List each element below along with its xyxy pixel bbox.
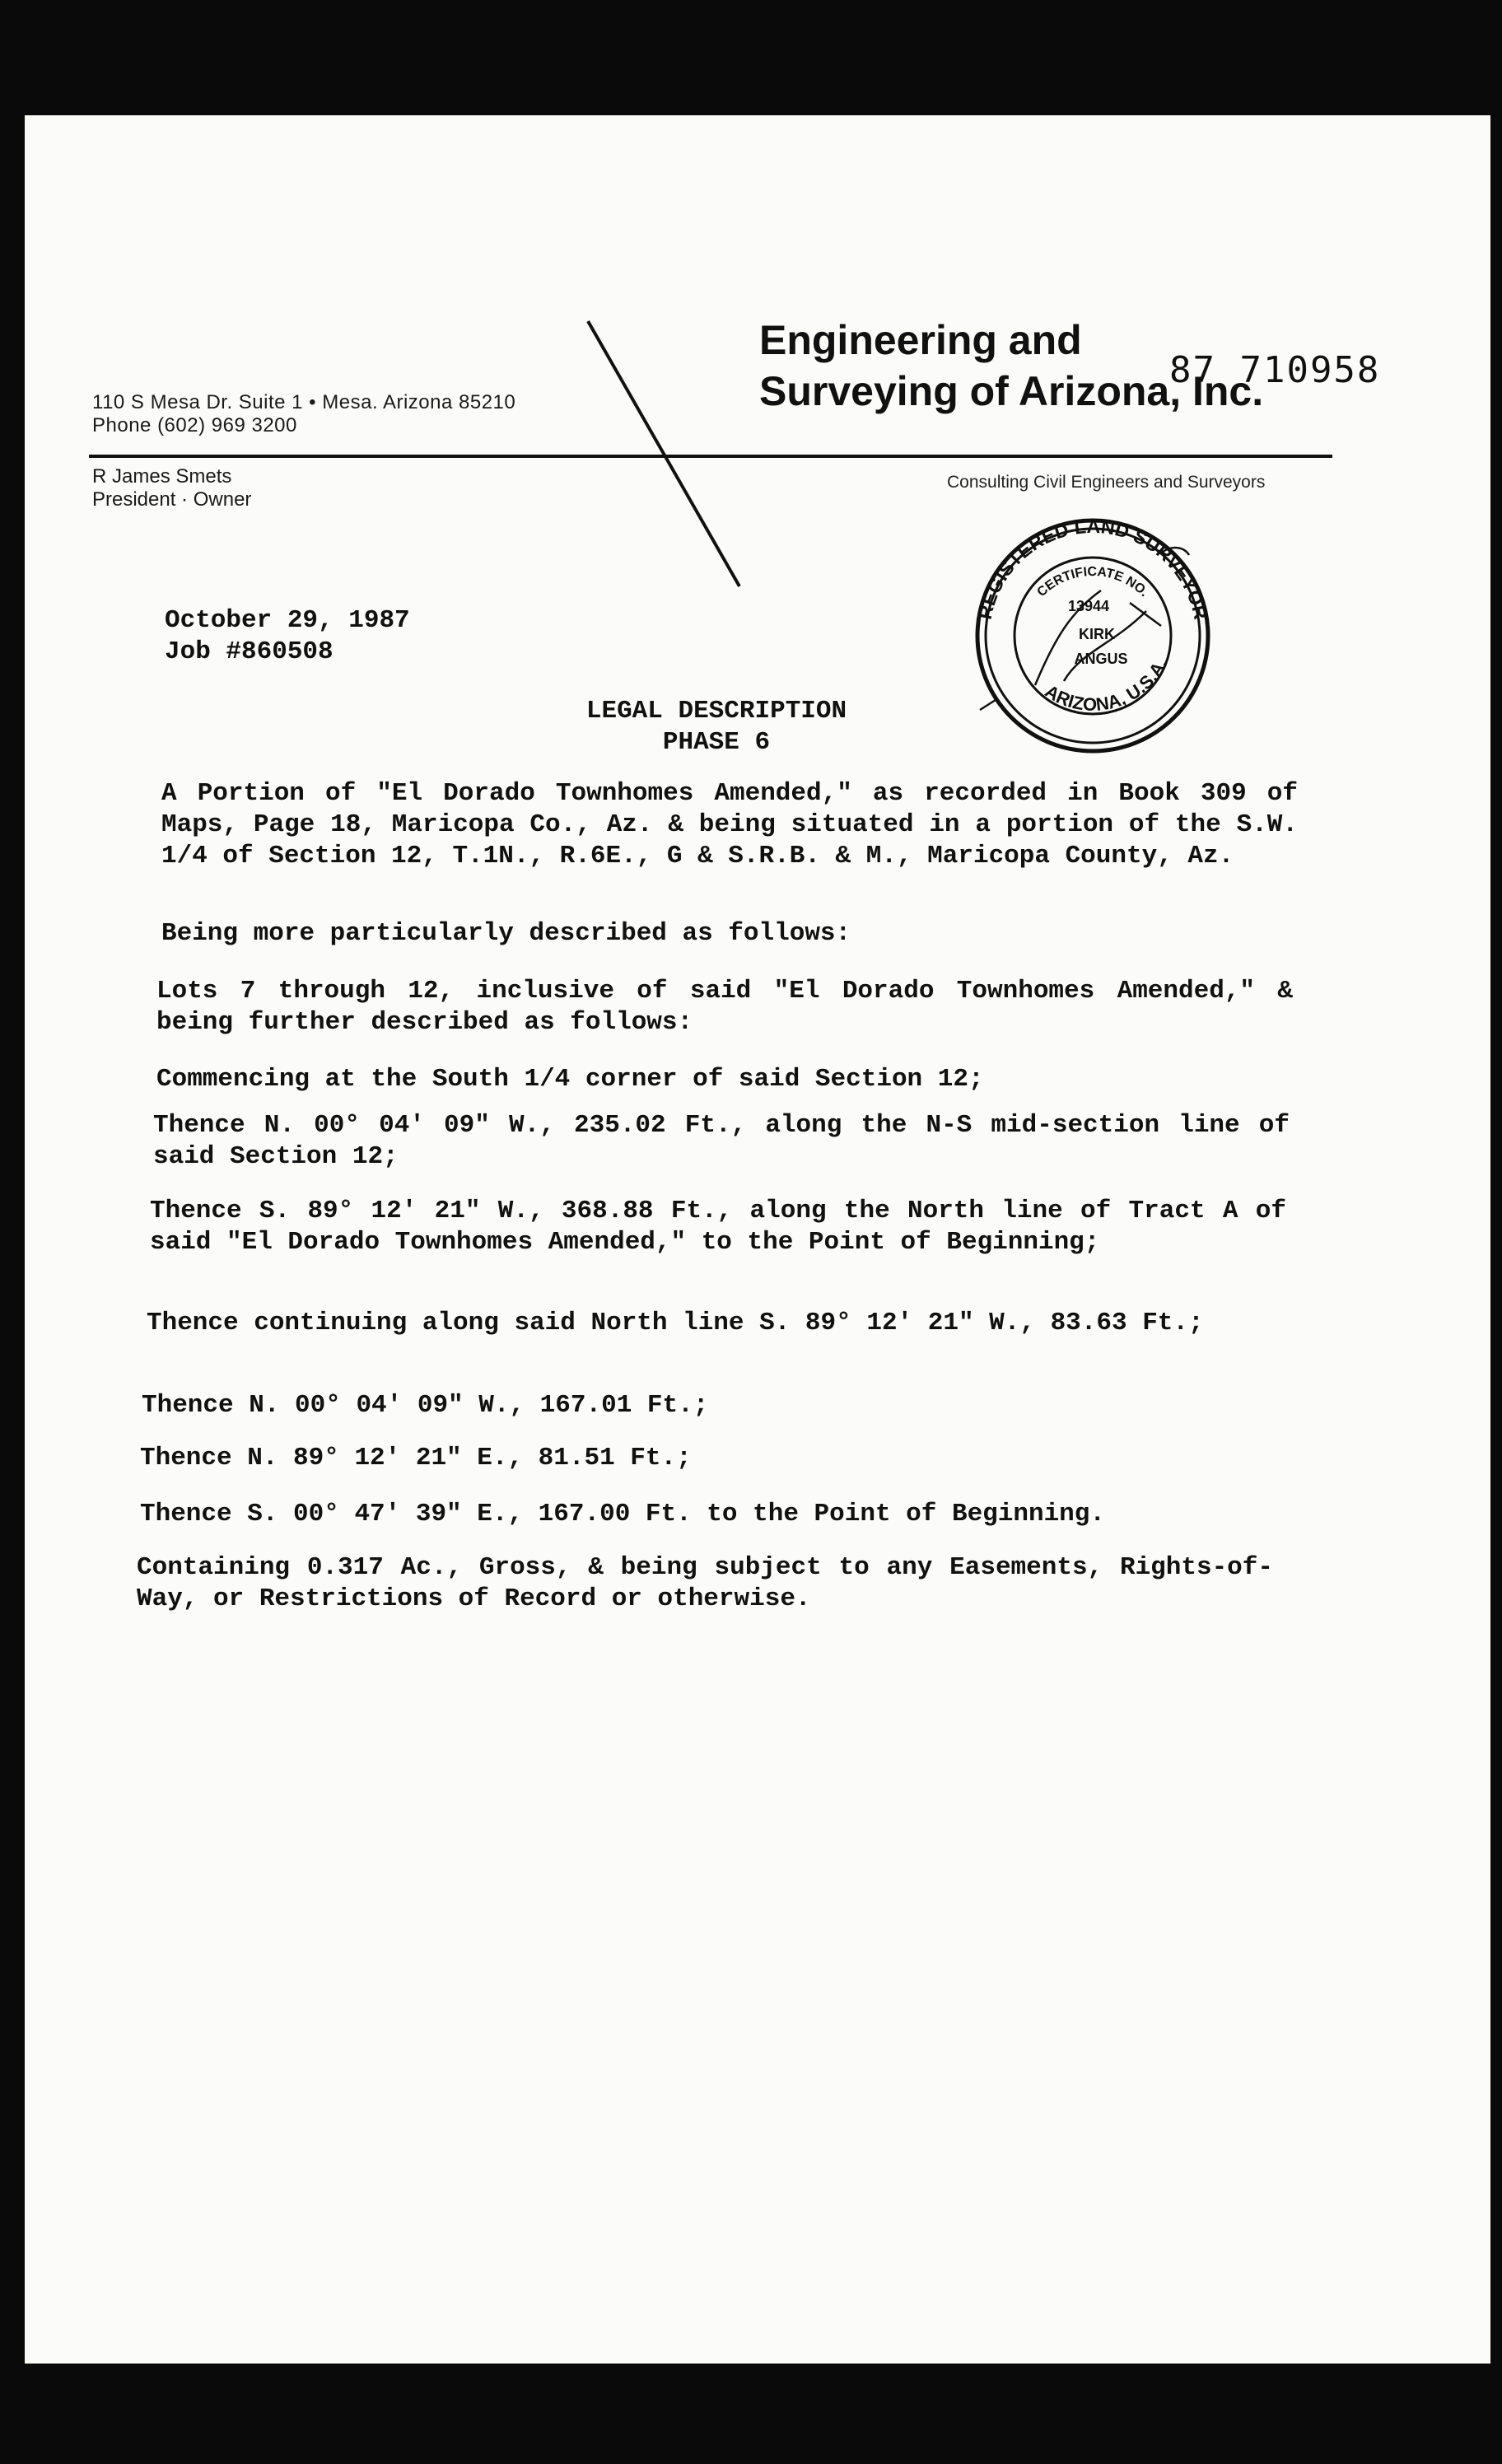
paragraph-thence-4: Thence N. 00° 04' 09" W., 167.01 Ft.;: [142, 1391, 709, 1420]
paragraph-thence-6: Thence S. 00° 47' 39" E., 167.00 Ft. to the Point of Beginning.: [140, 1500, 1105, 1528]
company-phone: Phone (602) 969 3200: [92, 414, 297, 436]
owner-title: President · Owner: [92, 488, 252, 511]
letterhead-slash-line: [576, 313, 758, 593]
document-date: October 29, 1987: [165, 606, 410, 635]
seal-ring-text: REGISTERED LAND SURVEYOR: [973, 515, 1212, 622]
surveyor-seal-stamp: [957, 512, 1237, 759]
company-name-line1: Engineering and: [759, 317, 1082, 363]
seal-state-text: ARIZONA, U.S.A.: [1041, 655, 1172, 716]
seal-name-line1: KIRK: [1079, 626, 1115, 642]
owner-name: R James Smets: [92, 465, 232, 488]
paragraph-commencing: Commencing at the South 1/4 corner of said Section 12;: [156, 1065, 984, 1094]
date-job-block: [165, 605, 410, 668]
job-number: Job #860508: [165, 637, 334, 666]
paragraph-lots: Lots 7 through 12, inclusive of said "El Dorado Townhomes Amended," & being further described as follows:: [156, 977, 1293, 1037]
page-title: [461, 696, 972, 758]
title-line1: LEGAL DESCRIPTION: [585, 697, 847, 726]
company-name-line2: Surveying of Arizona, Inc.: [759, 368, 1264, 414]
seal-certificate-text: CERTIFICATE NO.: [1034, 565, 1151, 600]
paragraph-portion: A Portion of "El Dorado Townhomes Amended," as recorded in Book 309 of Maps, Page 18, Maricopa Co., Az. & being situated in a portion of the S.W. 1/4 of Section 12, T.1N., R.6E., G & S.R.B. & M., Maricopa County, Az.: [161, 779, 1298, 870]
seal-number: 13944: [1067, 598, 1110, 614]
paragraph-containing: Containing 0.317 Ac., Gross, & being subject to any Easements, Rights-of-Way, or Restrictions of Record or otherwise.: [137, 1553, 1273, 1613]
paragraph-particular: Being more particularly described as follows:: [161, 919, 851, 948]
title-line2: PHASE 6: [662, 728, 771, 757]
paragraph-thence-2: Thence S. 89° 12' 21" W., 368.88 Ft., along the North line of Tract A of said "El Dorado Townhomes Amended," to the Point of Beginning;: [150, 1197, 1286, 1257]
owner-block: [92, 465, 251, 511]
paragraph-thence-1: Thence N. 00° 04' 09" W., 235.02 Ft., along the N-S mid-section line of said Section 12;: [153, 1111, 1290, 1171]
company-address: 110 S Mesa Dr. Suite 1 • Mesa. Arizona 85210: [92, 391, 516, 413]
paragraph-thence-5: Thence N. 89° 12' 21" E., 81.51 Ft.;: [140, 1444, 692, 1472]
company-address-block: [92, 391, 515, 437]
company-tagline: Consulting Civil Engineers and Surveyors: [947, 473, 1266, 492]
seal-name-line2: ANGUS: [1074, 651, 1128, 667]
paragraph-thence-3: Thence continuing along said North line S. 89° 12' 21" W., 83.63 Ft.;: [147, 1309, 1204, 1337]
document-number: 87 710958: [1169, 349, 1381, 391]
